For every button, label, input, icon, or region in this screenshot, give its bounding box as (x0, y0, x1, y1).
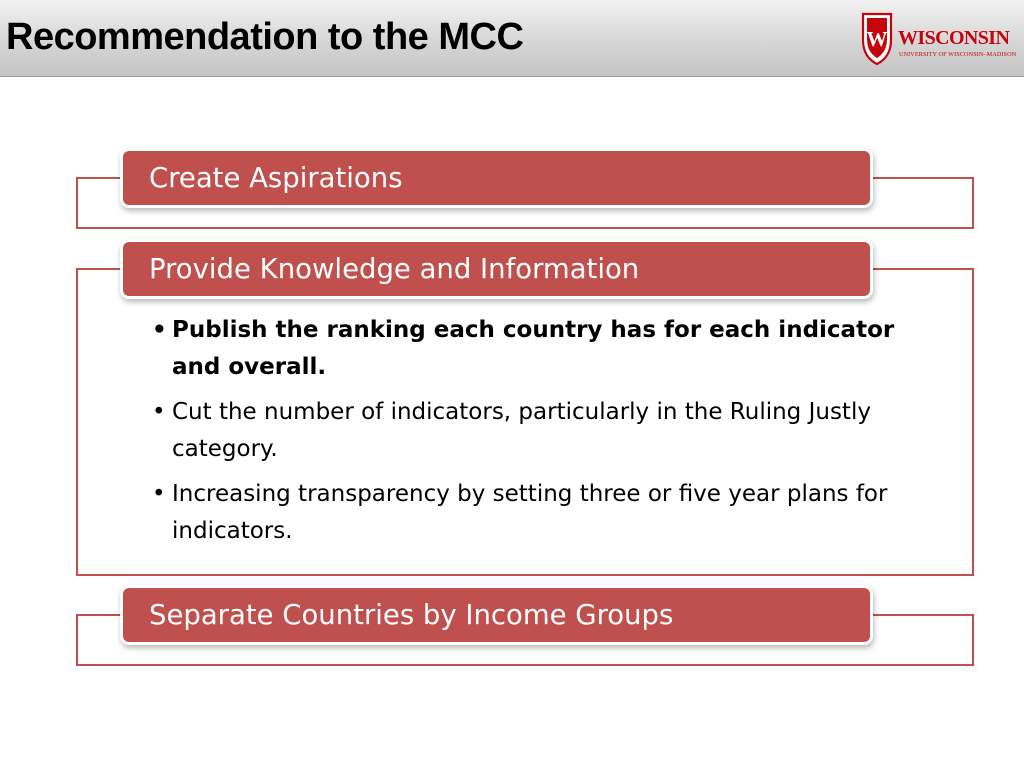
svg-text:W: W (866, 27, 888, 51)
university-logo (860, 10, 1020, 68)
title-bar (0, 0, 1024, 77)
section-income-groups-heading: Separate Countries by Income Groups (123, 588, 870, 642)
section-knowledge-heading: Provide Knowledge and Information (123, 242, 870, 296)
list-item: • Publish the ranking each country has for each indicator and overall. (152, 312, 912, 386)
logo-wordmark: WISCONSIN (898, 27, 1010, 49)
uw-crest-icon (860, 10, 894, 66)
list-item: • Increasing transparency by setting three or five year plans for indicators. (152, 476, 912, 550)
knowledge-bullet-list (152, 312, 912, 558)
list-item: • Cut the number of indicators, particularly in the Ruling Justly category. (152, 394, 912, 468)
section-create-aspirations-heading: Create Aspirations (123, 151, 870, 205)
logo-subtitle: UNIVERSITY OF WISCONSIN–MADISON (899, 51, 1017, 58)
page-title: Recommendation to the MCC (6, 16, 524, 58)
